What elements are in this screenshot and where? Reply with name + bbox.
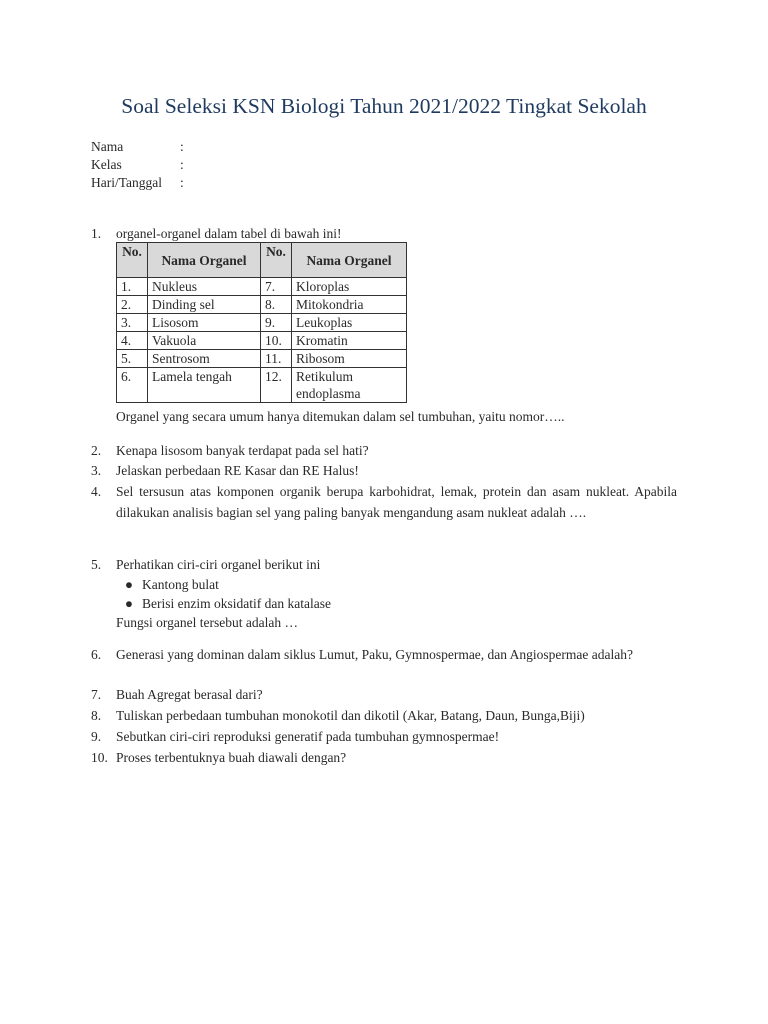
question-text: Organel yang secara umum hanya ditemukan dalam sel tumbuhan, yaitu nomor….. xyxy=(116,409,565,424)
table-cell: 3. xyxy=(117,314,148,332)
question-text: Perhatikan ciri-ciri organel berikut ini xyxy=(116,557,321,572)
table-cell: Vakuola xyxy=(148,332,261,350)
question-7 xyxy=(91,685,677,705)
table-cell: Kloroplas xyxy=(292,278,407,296)
question-4 xyxy=(91,481,677,523)
table-row xyxy=(117,296,407,314)
question-text: Proses terbentuknya buah diawali dengan? xyxy=(116,750,347,765)
question-number: 1. xyxy=(91,226,102,241)
table-row xyxy=(117,368,407,403)
question-number: 10. xyxy=(91,750,108,765)
question-3 xyxy=(91,461,677,481)
organelle-table xyxy=(116,242,407,403)
table-cell: Nukleus xyxy=(148,278,261,296)
table-cell: 2. xyxy=(117,296,148,314)
table-row xyxy=(117,278,407,296)
question-number: 3. xyxy=(91,463,102,478)
table-cell: 1. xyxy=(117,278,148,296)
question-1 xyxy=(91,224,677,244)
table-cell: Dinding sel xyxy=(148,296,261,314)
identity-row-nama xyxy=(91,138,184,156)
question-number: 5. xyxy=(91,557,102,572)
table-header-organel: Nama Organel xyxy=(292,243,407,278)
table-row xyxy=(117,314,407,332)
question-9 xyxy=(91,727,677,747)
identity-label: Kelas xyxy=(91,157,122,172)
table-cell: 6. xyxy=(117,368,148,403)
bullet-icon: ● xyxy=(124,596,134,611)
identity-fields xyxy=(91,138,184,192)
question-text: Jelaskan perbedaan RE Kasar dan RE Halus! xyxy=(116,463,359,478)
table-cell: Kromatin xyxy=(292,332,407,350)
table-row xyxy=(117,332,407,350)
question-6 xyxy=(91,645,677,665)
table-cell: 12. xyxy=(261,368,292,403)
bullet-icon: ● xyxy=(124,577,134,592)
question-text: Tuliskan perbedaan tumbuhan monokotil dan dikotil (Akar, Batang, Daun, Bunga,Biji) xyxy=(116,708,585,723)
question-text: Kenapa lisosom banyak terdapat pada sel hati? xyxy=(116,443,369,458)
question-number: 6. xyxy=(91,647,102,662)
table-cell: Sentrosom xyxy=(148,350,261,368)
question-2 xyxy=(91,441,677,461)
question-10 xyxy=(91,748,677,768)
table-row xyxy=(117,350,407,368)
question-text: organel-organel dalam tabel di bawah ini! xyxy=(116,226,342,241)
question-1-prompt xyxy=(91,407,677,427)
question-text: Sel tersusun atas komponen organik berupa karbohidrat, lemak, protein dan asam nukleat. Apabila dilakukan analisis bagian sel yang paling banyak mengandung asam nukleat adalah …. xyxy=(116,484,677,520)
question-number: 7. xyxy=(91,687,102,702)
identity-label: Nama xyxy=(91,139,124,154)
identity-separator: : xyxy=(180,157,184,172)
table-header-organel: Nama Organel xyxy=(148,243,261,278)
identity-separator: : xyxy=(180,175,184,190)
question-number: 9. xyxy=(91,729,102,744)
identity-separator: : xyxy=(180,139,184,154)
table-header-no: No. xyxy=(117,243,148,278)
identity-label: Hari/Tanggal xyxy=(91,175,163,190)
table-cell: 10. xyxy=(261,332,292,350)
document-title: Soal Seleksi KSN Biologi Tahun 2021/2022 Tingkat Sekolah xyxy=(121,94,647,118)
question-number: 8. xyxy=(91,708,102,723)
question-number: 2. xyxy=(91,443,102,458)
identity-row-hari-tanggal xyxy=(91,174,184,192)
table-cell: Ribosom xyxy=(292,350,407,368)
table-cell: 11. xyxy=(261,350,292,368)
table-header-row xyxy=(117,243,407,278)
table-cell: 5. xyxy=(117,350,148,368)
table-cell: 7. xyxy=(261,278,292,296)
table-cell: Retikulum endoplasma xyxy=(292,368,407,403)
table-cell: 9. xyxy=(261,314,292,332)
table-cell: Lisosom xyxy=(148,314,261,332)
question-text: Fungsi organel tersebut adalah … xyxy=(116,615,298,630)
table-cell: Mitokondria xyxy=(292,296,407,314)
question-number: 4. xyxy=(91,484,102,499)
question-text: Buah Agregat berasal dari? xyxy=(116,687,263,702)
list-item-text: Kantong bulat xyxy=(142,577,219,592)
table-header-no: No. xyxy=(261,243,292,278)
question-8 xyxy=(91,706,677,726)
table-cell: 8. xyxy=(261,296,292,314)
table-cell: 4. xyxy=(117,332,148,350)
table-cell: Leukoplas xyxy=(292,314,407,332)
question-text: Sebutkan ciri-ciri reproduksi generatif pada tumbuhan gymnospermae! xyxy=(116,729,500,744)
identity-row-kelas xyxy=(91,156,184,174)
question-5 xyxy=(91,555,677,633)
question-text: Generasi yang dominan dalam siklus Lumut, Paku, Gymnospermae, dan Angiospermae adalah? xyxy=(116,647,633,662)
list-item-text: Berisi enzim oksidatif dan katalase xyxy=(142,596,331,611)
list-item xyxy=(116,594,677,613)
list-item xyxy=(116,575,677,594)
table-cell: Lamela tengah xyxy=(148,368,261,403)
bullet-list xyxy=(116,575,677,613)
